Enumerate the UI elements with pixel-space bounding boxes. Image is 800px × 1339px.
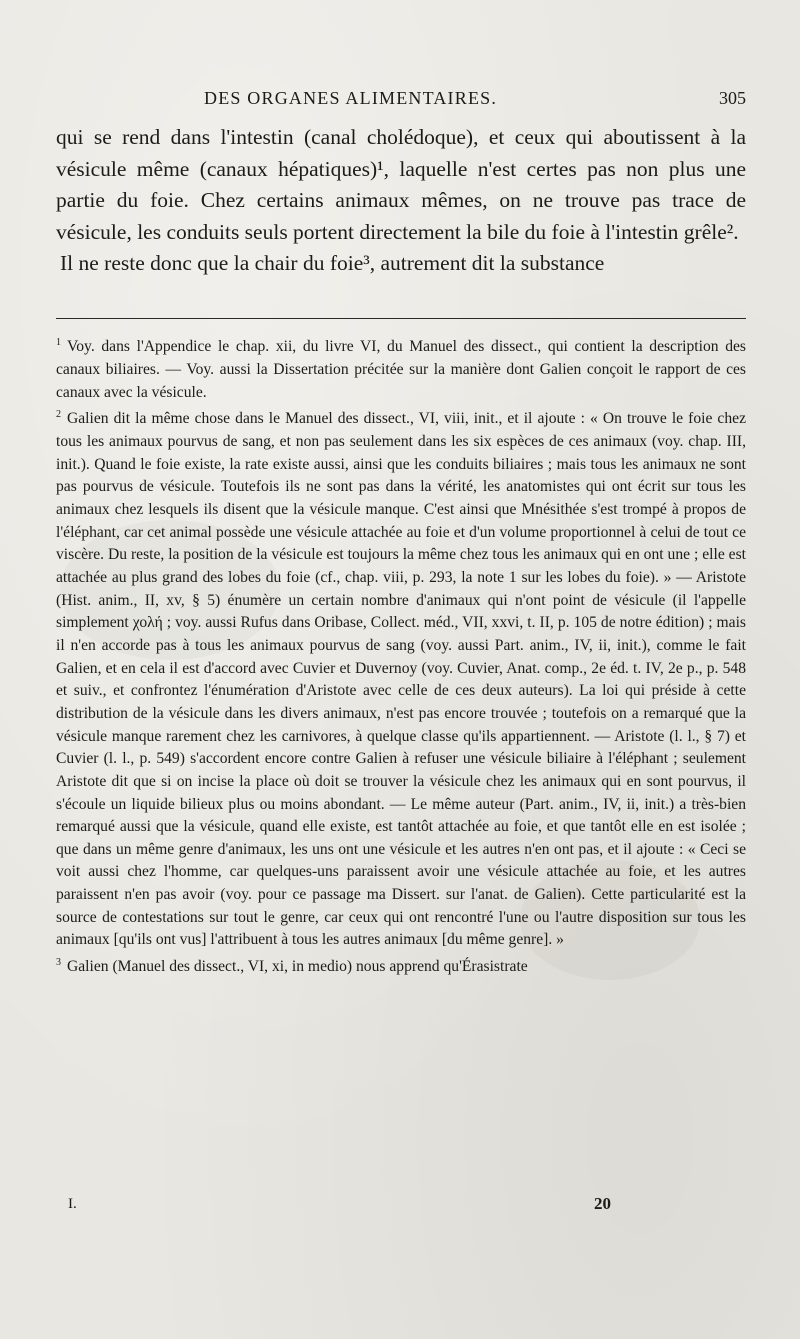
main-text — [56, 122, 746, 280]
footnote-mark: 1 — [56, 337, 61, 348]
paragraph: qui se rend dans l'intestin (canal cholédoque), et ceux qui aboutissent à la vésicule même (canaux hépatiques)¹, laquelle n'est certes pas non plus une partie du foie. Chez certains animaux mêmes, on ne trouve pas trace de vésicule, les conduits seuls portent directement la bile du foie à l'intestin grêle². — [56, 125, 746, 244]
footnote-text: Galien dit la même chose dans le Manuel des dissect., VI, viii, init., et il ajoute : « On trouve le foie chez tous les animaux pourvus de sang, et non pas seulement dans les six espèces de ces animaux (voy. chap. III, init.). Quand le foie existe, la rate existe aussi, ainsi que les conduits biliaires ; mais tous les animaux ne sont pas pourvus de vésicule. Toutefois ils ne sont pas dans la vérité, les anatomistes qui ont écrit sur tous les animaux chez lesquels ils disent que la vésicule manque. C'est ainsi que Mnésithée s'est trompé à propos de l'éléphant, car cet animal possède une vésicule attachée au foie et d'un volume proportionnel à celui de tout ce viscère. Du reste, la position de la vésicule est toujours la même chez tous les animaux qui en ont une ; elle est attachée au plus grand des lobes du foie (cf., chap. viii, p. 293, la note 1 sur les lobes du foie). » — Aristote (Hist. anim., II, xv, § 5) énumère un certain nombre d'animaux qui n'ont point de vésicule (il l'appelle simplement χολή ; voy. aussi Rufus dans Oribase, Collect. méd., VII, xxvi, t. II, p. 105 de notre édition) ; mais il n'en accorde pas à tous les animaux pourvus de sang (voy. aussi Part. anim., IV, ii, init.), comme le fait Galien, et en cela il est d'accord avec Cuvier et Duvernoy (voy. Cuvier, Anat. comp., 2e éd. t. IV, 2e p., p. 548 et suiv., et confrontez l'énumération d'Aristote avec celle de ces deux auteurs). La loi qui préside à cette distribution de la vésicule dans les divers animaux, n'est pas encore trouvée ; toutefois on a remarqué que la vésicule manque rarement chez les carnivores, à quelque classe qu'ils appartiennent. — Aristote (l. l., § 7) et Cuvier (l. l., p. 549) s'accordent encore contre Galien à refuser une vésicule biliaire à l'éléphant ; seulement Aristote dit que si on incise la place où doit se trouver la vésicule chez les animaux qui en sont pourvus, il s'écoule un liquide bilieux plus ou moins abondant. — Le même auteur (Part. anim., IV, ii, init.) a très-bien remarqué aussi que la vésicule, quand elle existe, est tantôt attachée au foie, et que tantôt elle en est isolée ; que dans un même genre d'animaux, les uns ont une vésicule et les autres n'en ont pas, et il ajoute : « Ceci se voit aussi chez l'homme, car quelques-uns paraissent avoir une vésicule attachée au foie, et les autres paraissent n'en pas avoir (voy. pour ce passage ma Dissert. sur l'anat. de Galien). Cette particularité est la source de contestations sur tout le genre, car ceux qui ont rencontré l'une ou l'autre disposition sur tous les animaux [qu'ils ont vus] l'attribuent à tous les autres animaux [du même genre]. » — [56, 410, 746, 949]
footnote-mark: 2 — [56, 409, 61, 421]
page-number: 305 — [719, 88, 746, 108]
footnote — [56, 952, 746, 979]
footnote-mark: 3 — [56, 957, 61, 969]
signature-mark: I. — [68, 1196, 77, 1212]
running-title: DES ORGANES ALIMENTAIRES. — [204, 88, 498, 108]
footnote — [56, 404, 746, 952]
footnotes — [56, 332, 746, 979]
footnote-text: Galien (Manuel des dissect., VI, xi, in medio) nous apprend qu'Érasistrate — [67, 958, 528, 976]
footnote-rule — [56, 318, 746, 319]
sheet-number: 20 — [594, 1194, 611, 1213]
footnote-text: Voy. dans l'Appendice le chap. xii, du livre VI, du Manuel des dissect., qui contient la description des canaux biliaires. — Voy. aussi la Dissertation précitée sur la manière dont Galien conçoit le rapport de ces canaux avec la vésicule. — [56, 338, 746, 401]
paragraph: Il ne reste donc que la chair du foie³, autrement dit la substance — [60, 251, 605, 275]
running-head — [56, 88, 746, 114]
footnote — [56, 332, 746, 404]
